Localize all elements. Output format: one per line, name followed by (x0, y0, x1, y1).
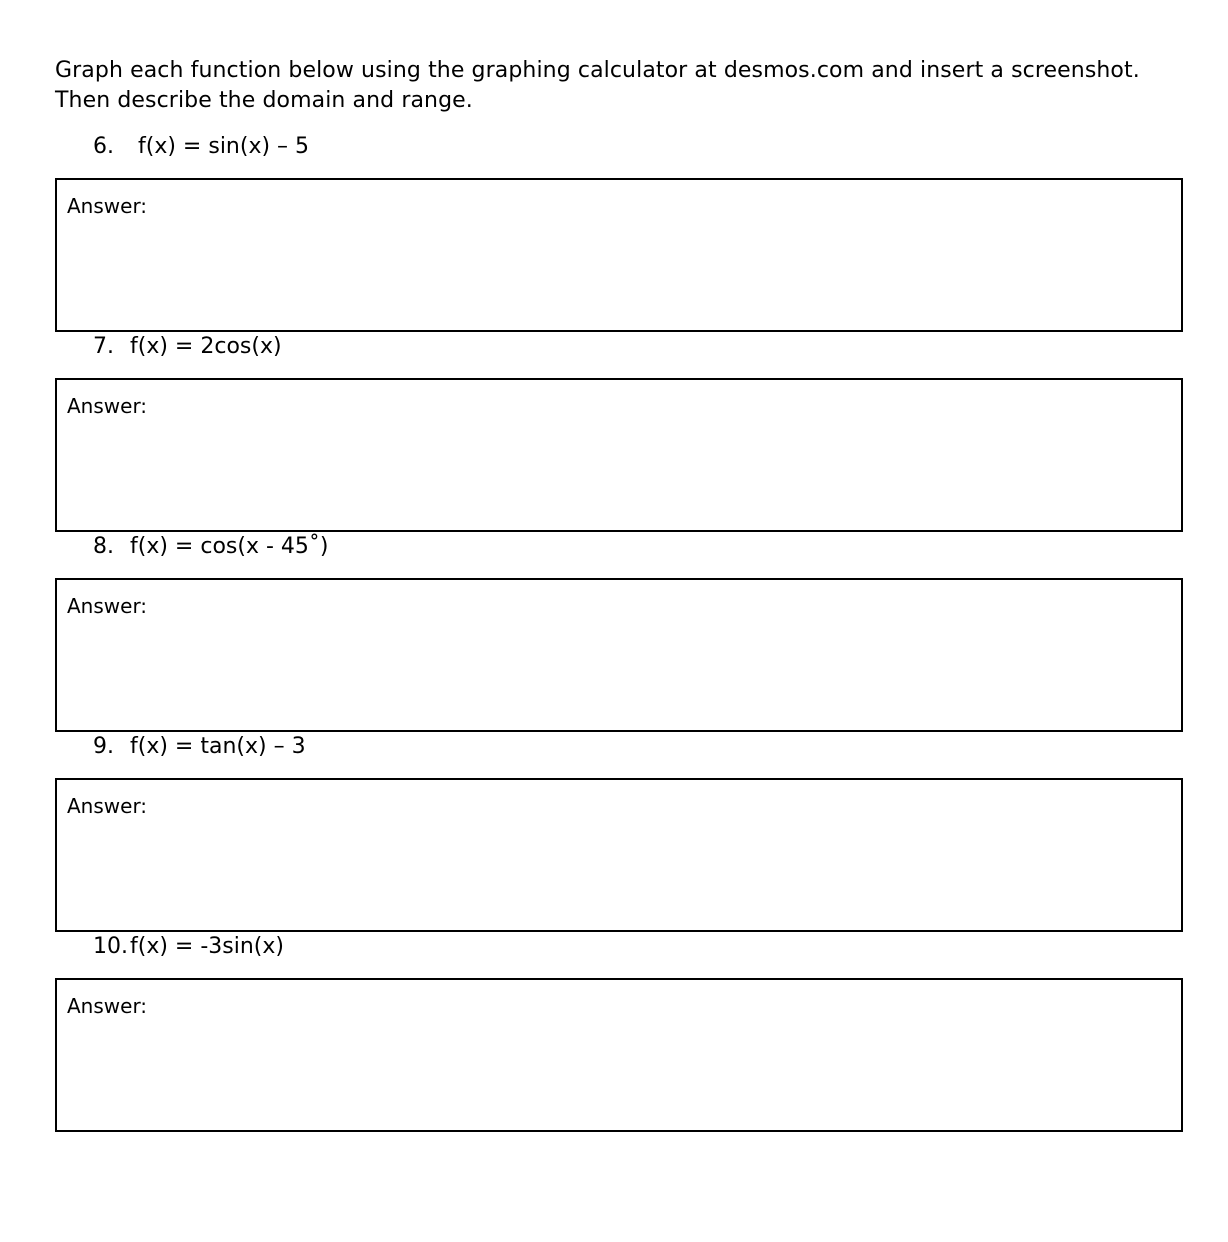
question-10 (93, 932, 284, 962)
question-9 (93, 732, 306, 762)
question-8 (93, 532, 328, 562)
question-number: 8. (93, 534, 114, 559)
answer-box-8[interactable] (55, 578, 1183, 732)
question-function: f(x) = -3sin(x) (130, 934, 284, 959)
instructions (55, 56, 1195, 116)
question-7 (93, 332, 282, 362)
question-function: f(x) = cos(x - 45˚) (130, 534, 329, 559)
question-number: 6. (93, 134, 114, 159)
question-6 (93, 132, 309, 162)
question-number: 10. (93, 934, 128, 959)
answer-label: Answer: (67, 794, 148, 818)
answer-box-6[interactable] (55, 178, 1183, 332)
answer-label: Answer: (67, 994, 148, 1018)
question-function: f(x) = sin(x) – 5 (138, 134, 310, 159)
instructions-line-2: Then describe the domain and range. (55, 88, 473, 113)
answer-box-7[interactable] (55, 378, 1183, 532)
question-number: 9. (93, 734, 114, 759)
question-number: 7. (93, 334, 114, 359)
answer-label: Answer: (67, 394, 148, 418)
instructions-line-1: Graph each function below using the graphing calculator at desmos.com and insert a screenshot. (55, 58, 1140, 83)
answer-label: Answer: (67, 194, 148, 218)
answer-box-9[interactable] (55, 778, 1183, 932)
question-function: f(x) = tan(x) – 3 (130, 734, 306, 759)
answer-label: Answer: (67, 594, 148, 618)
question-function: f(x) = 2cos(x) (130, 334, 282, 359)
answer-box-10[interactable] (55, 978, 1183, 1132)
